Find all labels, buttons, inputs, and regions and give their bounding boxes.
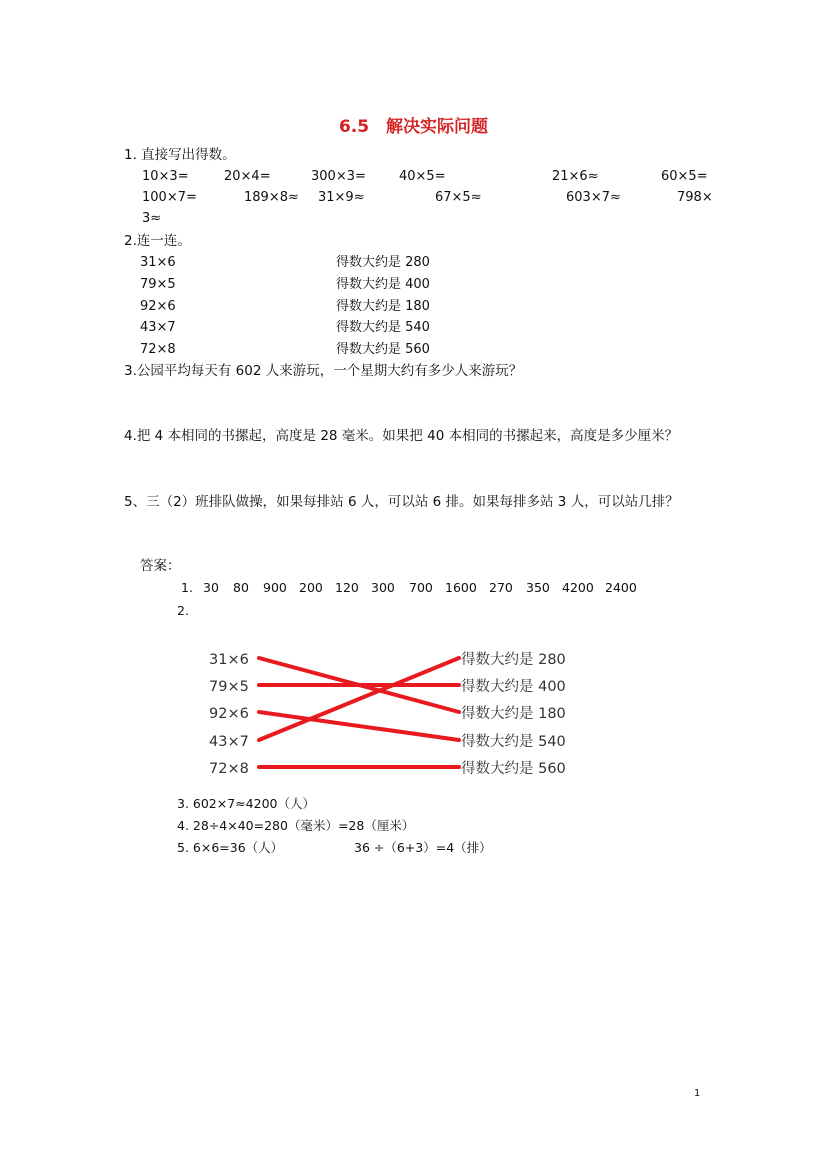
matching-left-label: 79×5 bbox=[209, 679, 249, 695]
answer-1-value: 4200 bbox=[562, 580, 594, 595]
answer-1-value: 270 bbox=[489, 580, 513, 595]
q1-item: 603×7≈ bbox=[566, 190, 621, 205]
q1-item: 3≈ bbox=[142, 211, 162, 226]
question-5: 5、三（2）班排队做操，如果每排站 6 人，可以站 6 排。如果每排多站 3 人，可以站几排？ bbox=[124, 494, 679, 510]
q2-left-item: 92×6 bbox=[140, 299, 176, 314]
q1-item: 21×6≈ bbox=[552, 169, 599, 184]
question-4: 4.把 4 本相同的书摞起，高度是 28 毫米。如果把 40 本相同的书摞起来，高度是多少厘米？ bbox=[124, 428, 679, 444]
answer-1-value: 200 bbox=[299, 580, 323, 595]
matching-right-label: 得数大约是 180 bbox=[461, 706, 566, 722]
answer-1-value: 80 bbox=[233, 580, 249, 595]
answer-1-value: 30 bbox=[203, 580, 219, 595]
q1-item: 60×5= bbox=[661, 169, 708, 184]
q2-left-item: 79×5 bbox=[140, 277, 176, 292]
q2-right-item: 得数大约是 400 bbox=[336, 277, 430, 292]
page-number: 1 bbox=[694, 1088, 701, 1099]
q1-item: 100×7= bbox=[142, 190, 197, 205]
q1-item: 67×5≈ bbox=[435, 190, 482, 205]
q1-item: 300×3= bbox=[311, 169, 366, 184]
question-2-label: 2.连一连。 bbox=[124, 233, 191, 249]
matching-left-label: 92×6 bbox=[209, 706, 249, 722]
q2-right-item: 得数大约是 540 bbox=[336, 320, 430, 335]
answer-1-value: 900 bbox=[263, 580, 287, 595]
q2-left-item: 43×7 bbox=[140, 320, 176, 335]
q1-item: 10×3= bbox=[142, 169, 189, 184]
matching-right-label: 得数大约是 560 bbox=[461, 761, 566, 777]
q2-right-item: 得数大约是 280 bbox=[336, 255, 430, 270]
answer-4: 4. 28÷4×40=280（毫米）=28（厘米） bbox=[177, 818, 415, 833]
q1-item: 31×9≈ bbox=[318, 190, 365, 205]
matching-right-label: 得数大约是 540 bbox=[461, 734, 566, 750]
q2-right-item: 得数大约是 180 bbox=[336, 299, 430, 314]
matching-right-label: 得数大约是 280 bbox=[461, 652, 566, 668]
matching-right-label: 得数大约是 400 bbox=[461, 679, 566, 695]
q2-left-item: 31×6 bbox=[140, 255, 176, 270]
q1-item: 798× bbox=[677, 190, 713, 205]
matching-left-label: 31×6 bbox=[209, 652, 249, 668]
answer-1-number: 1. bbox=[181, 580, 193, 595]
answer-1-value: 350 bbox=[526, 580, 550, 595]
matching-answer-diagram bbox=[205, 642, 595, 782]
question-3: 3.公园平均每天有 602 人来游玩，一个星期大约有多少人来游玩？ bbox=[124, 363, 523, 379]
answer-3: 3. 602×7≈4200（人） bbox=[177, 796, 315, 811]
answer-5-part-2: 36 ÷（6+3）=4（排） bbox=[354, 840, 492, 855]
answer-1-value: 300 bbox=[371, 580, 395, 595]
answer-1-value: 700 bbox=[409, 580, 433, 595]
q2-left-item: 72×8 bbox=[140, 342, 176, 357]
q1-item: 40×5= bbox=[399, 169, 446, 184]
q2-right-item: 得数大约是 560 bbox=[336, 342, 430, 357]
answer-2-number: 2. bbox=[177, 603, 189, 618]
answer-1-value: 120 bbox=[335, 580, 359, 595]
answer-5-part-1: 5. 6×6=36（人） bbox=[177, 840, 284, 855]
matching-left-label: 72×8 bbox=[209, 761, 249, 777]
page-title: 6.5 解决实际问题 bbox=[338, 117, 489, 137]
q1-item: 20×4= bbox=[224, 169, 271, 184]
answer-1-value: 1600 bbox=[445, 580, 477, 595]
answers-label: 答案： bbox=[140, 558, 181, 574]
answer-1-value: 2400 bbox=[605, 580, 637, 595]
matching-left-label: 43×7 bbox=[209, 734, 249, 750]
question-1-label: 1. 直接写出得数。 bbox=[124, 147, 236, 163]
q1-item: 189×8≈ bbox=[244, 190, 299, 205]
